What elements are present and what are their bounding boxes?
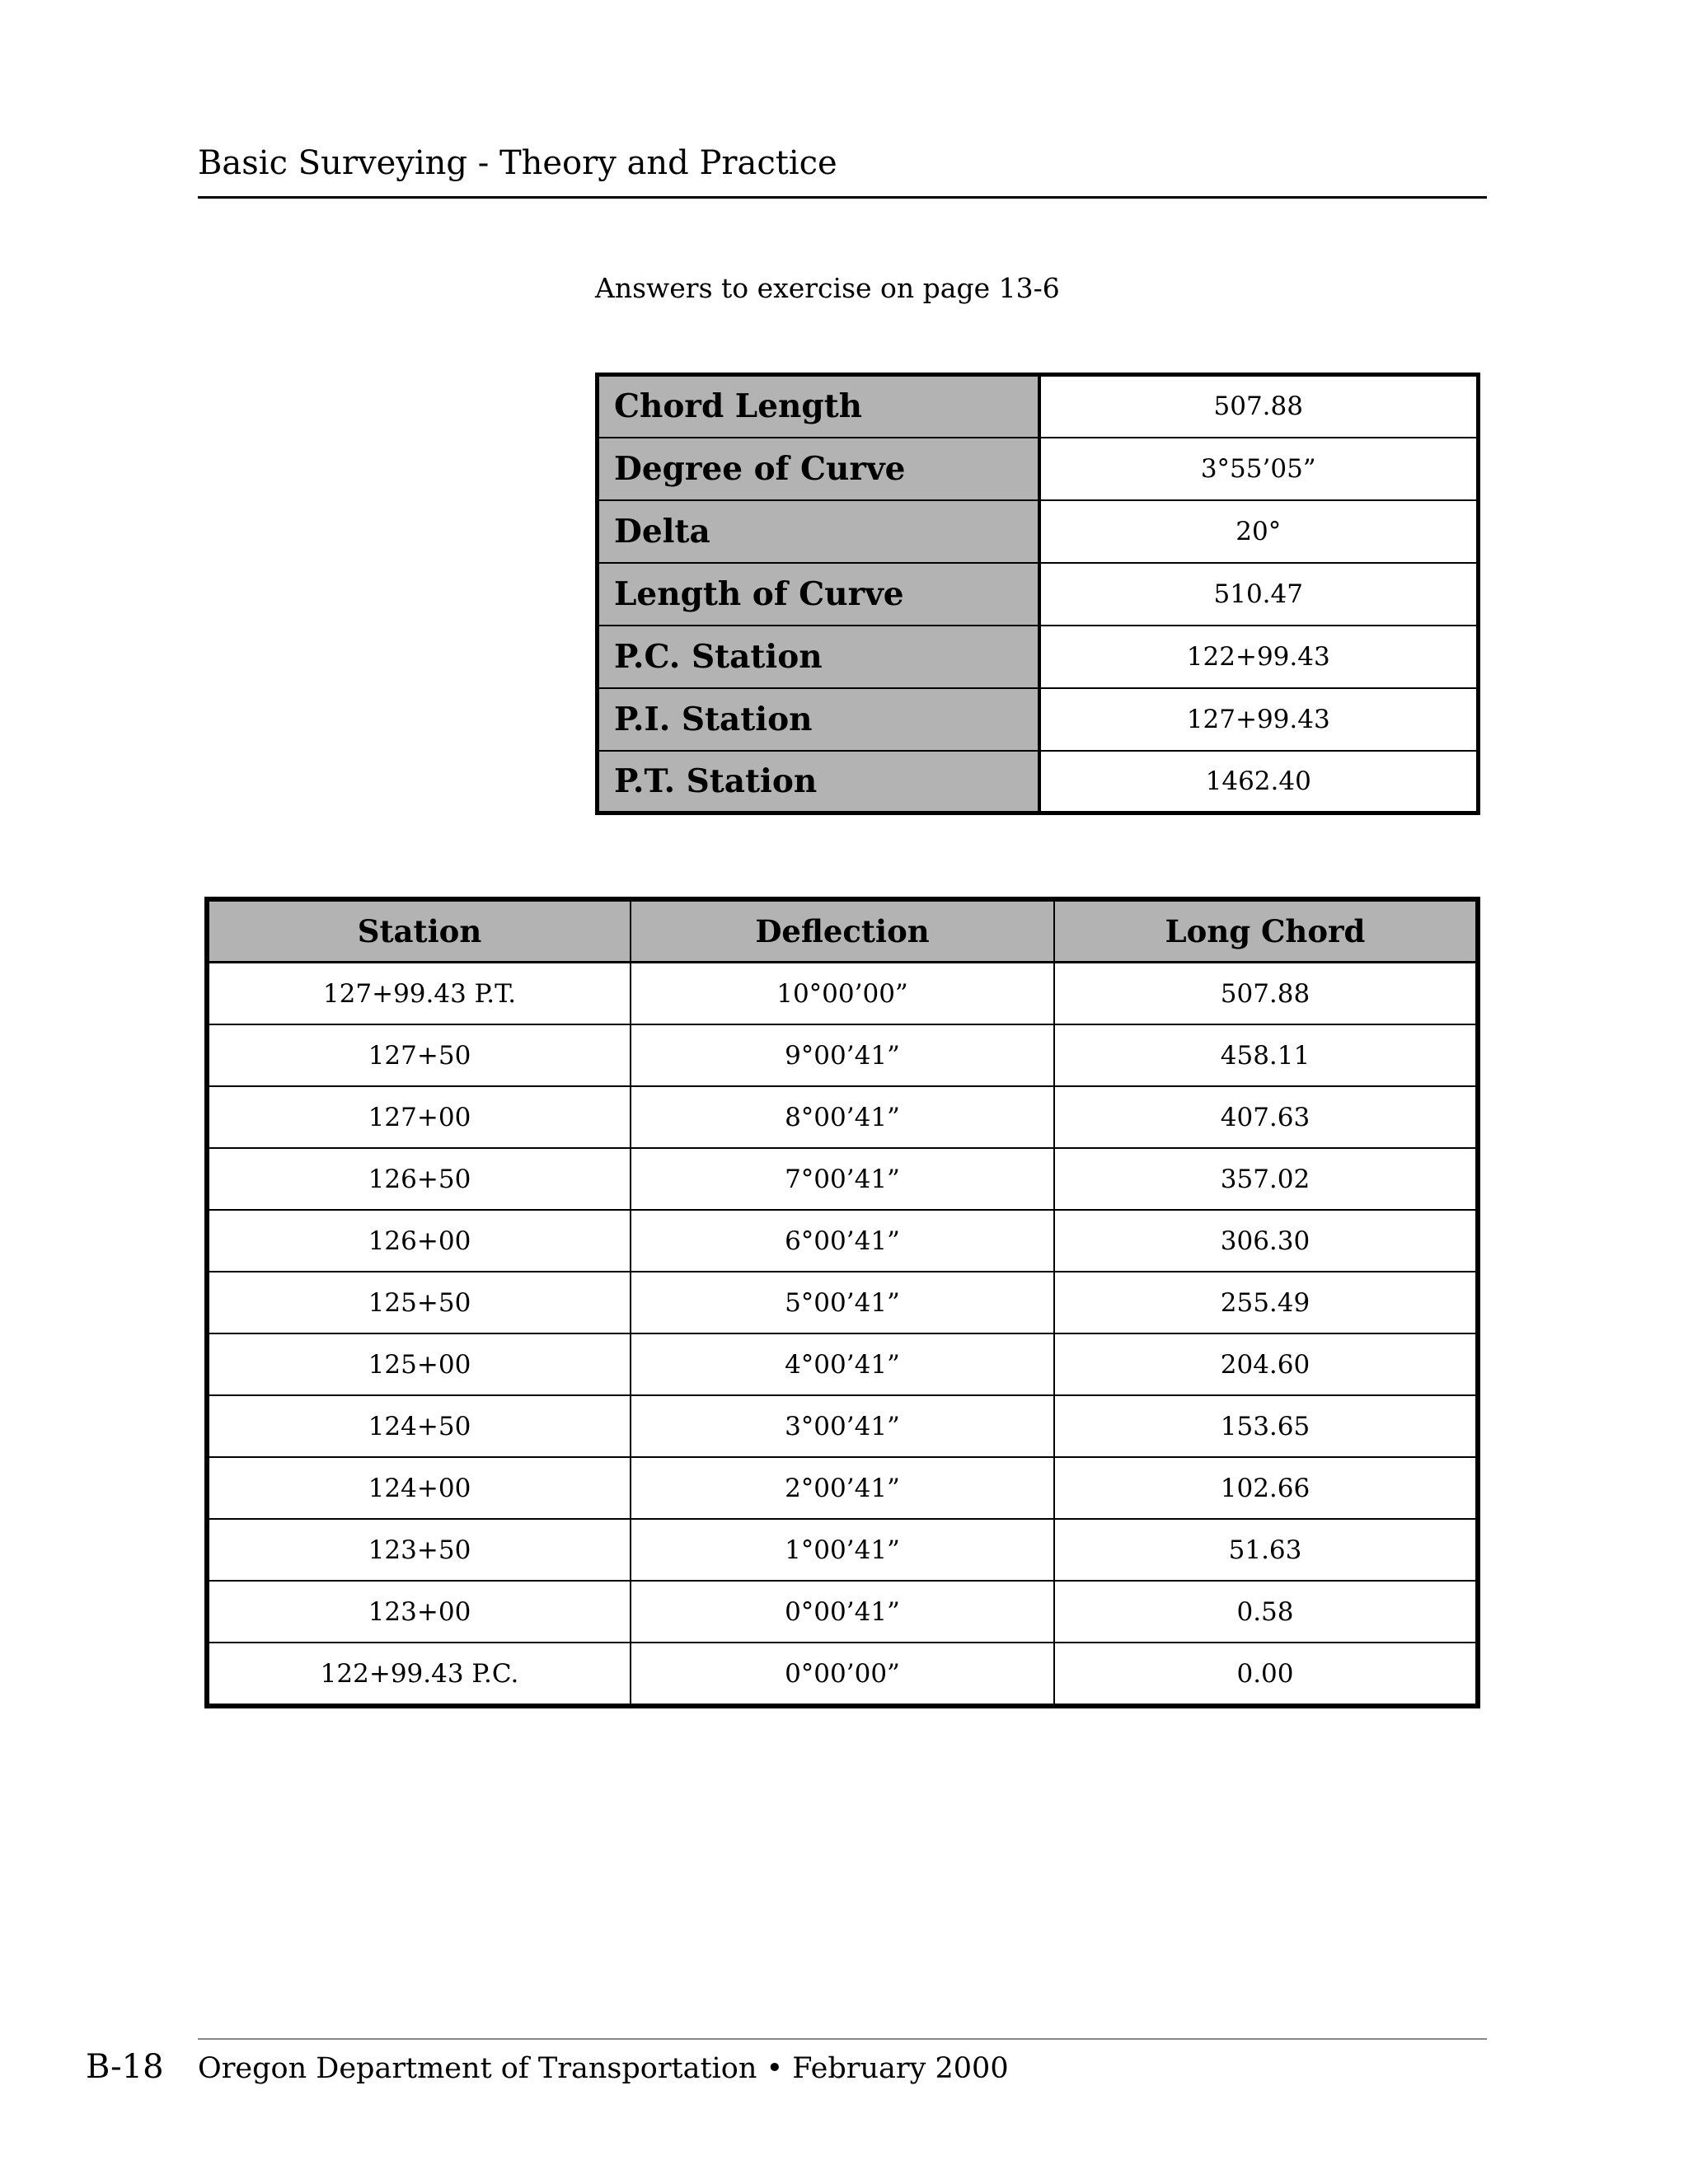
- station-cell: 122+99.43 P.C.: [207, 1643, 631, 1706]
- station-cell: 127+00: [207, 1086, 631, 1148]
- footer-divider: [198, 2038, 1487, 2040]
- station-cell: 124+50: [207, 1395, 631, 1457]
- summary-value: 3°55’05”: [1039, 438, 1479, 500]
- column-header-long-chord: Long Chord: [1054, 899, 1478, 963]
- long-chord-cell: 357.02: [1054, 1148, 1478, 1210]
- summary-row: [598, 375, 1479, 438]
- long-chord-cell: 0.58: [1054, 1581, 1478, 1643]
- station-cell: 123+00: [207, 1581, 631, 1643]
- table-row: [207, 1148, 1478, 1210]
- table-row: [207, 1086, 1478, 1148]
- summary-row: [598, 438, 1479, 500]
- station-cell: 127+99.43 P.T.: [207, 963, 631, 1025]
- deflection-cell: 0°00’00”: [631, 1643, 1054, 1706]
- deflection-cell: 9°00’41”: [631, 1024, 1054, 1086]
- station-cell: 126+00: [207, 1210, 631, 1272]
- deflection-cell: 1°00’41”: [631, 1519, 1054, 1581]
- long-chord-cell: 0.00: [1054, 1643, 1478, 1706]
- deflection-cell: 2°00’41”: [631, 1457, 1054, 1519]
- summary-row: [598, 626, 1479, 688]
- curve-deflection-table: [204, 897, 1480, 1708]
- station-cell: 123+50: [207, 1519, 631, 1581]
- table-row: [207, 1333, 1478, 1395]
- table-row: [207, 1457, 1478, 1519]
- table-row: [207, 1210, 1478, 1272]
- long-chord-cell: 255.49: [1054, 1272, 1478, 1333]
- deflection-cell: 4°00’41”: [631, 1333, 1054, 1395]
- curve-table-body: [207, 963, 1478, 1707]
- deflection-cell: 8°00’41”: [631, 1086, 1054, 1148]
- deflection-cell: 6°00’41”: [631, 1210, 1054, 1272]
- curve-table-header-row: [207, 899, 1478, 963]
- table-row: [207, 1519, 1478, 1581]
- summary-value: 127+99.43: [1039, 688, 1479, 751]
- long-chord-cell: 102.66: [1054, 1457, 1478, 1519]
- table-row: [207, 1395, 1478, 1457]
- deflection-cell: 5°00’41”: [631, 1272, 1054, 1333]
- summary-value: 510.47: [1039, 563, 1479, 626]
- summary-value: 20°: [1039, 500, 1479, 563]
- summary-row: [598, 563, 1479, 626]
- station-cell: 127+50: [207, 1024, 631, 1086]
- station-cell: 125+00: [207, 1333, 631, 1395]
- summary-label: P.I. Station: [598, 688, 1039, 751]
- long-chord-cell: 458.11: [1054, 1024, 1478, 1086]
- long-chord-cell: 407.63: [1054, 1086, 1478, 1148]
- long-chord-cell: 153.65: [1054, 1395, 1478, 1457]
- deflection-cell: 0°00’41”: [631, 1581, 1054, 1643]
- summary-label: Length of Curve: [598, 563, 1039, 626]
- summary-value: 507.88: [1039, 375, 1479, 438]
- table-row: [207, 1024, 1478, 1086]
- deflection-cell: 10°00’00”: [631, 963, 1054, 1025]
- summary-label: P.C. Station: [598, 626, 1039, 688]
- page-number: B-18: [86, 2048, 164, 2086]
- table-row: [207, 1272, 1478, 1333]
- summary-label: Degree of Curve: [598, 438, 1039, 500]
- summary-row: [598, 751, 1479, 813]
- station-cell: 126+50: [207, 1148, 631, 1210]
- long-chord-cell: 306.30: [1054, 1210, 1478, 1272]
- deflection-cell: 3°00’41”: [631, 1395, 1054, 1457]
- table-row: [207, 963, 1478, 1025]
- summary-label: Delta: [598, 500, 1039, 563]
- summary-value: 122+99.43: [1039, 626, 1479, 688]
- exercise-caption: Answers to exercise on page 13-6: [595, 272, 1060, 304]
- summary-table-body: [598, 375, 1479, 813]
- curve-summary-table: [595, 373, 1480, 815]
- summary-row: [598, 688, 1479, 751]
- header-divider: [198, 196, 1487, 199]
- long-chord-cell: 204.60: [1054, 1333, 1478, 1395]
- station-cell: 124+00: [207, 1457, 631, 1519]
- column-header-station: Station: [207, 899, 631, 963]
- summary-value: 1462.40: [1039, 751, 1479, 813]
- table-row: [207, 1643, 1478, 1706]
- summary-label: P.T. Station: [598, 751, 1039, 813]
- summary-label: Chord Length: [598, 375, 1039, 438]
- page-header-title: Basic Surveying - Theory and Practice: [198, 144, 837, 182]
- long-chord-cell: 507.88: [1054, 963, 1478, 1025]
- deflection-cell: 7°00’41”: [631, 1148, 1054, 1210]
- long-chord-cell: 51.63: [1054, 1519, 1478, 1581]
- footer-publisher: Oregon Department of Transportation • February 2000: [198, 2052, 1009, 2085]
- station-cell: 125+50: [207, 1272, 631, 1333]
- summary-row: [598, 500, 1479, 563]
- table-row: [207, 1581, 1478, 1643]
- column-header-deflection: Deflection: [631, 899, 1054, 963]
